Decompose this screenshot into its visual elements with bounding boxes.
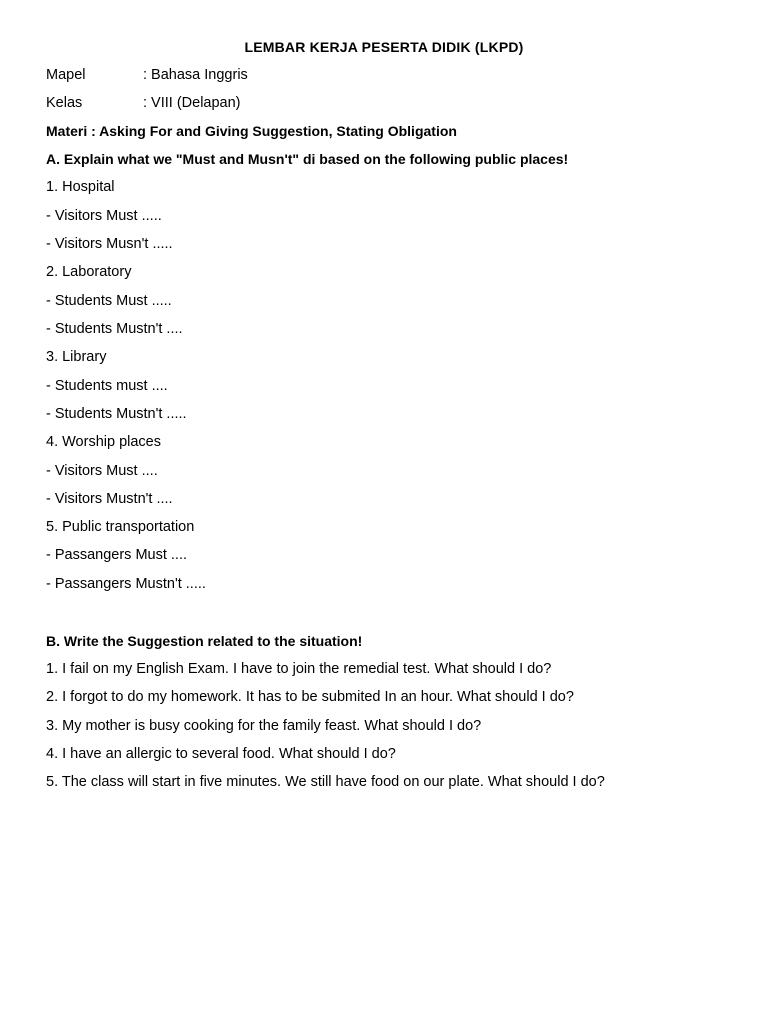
info-row-mapel bbox=[46, 66, 248, 84]
section-a-line: 4. Worship places bbox=[46, 434, 161, 450]
section-a-line: 3. Library bbox=[46, 349, 107, 365]
section-b-line: 4. I have an allergic to several food. What should I do? bbox=[46, 746, 396, 762]
section-b-line: 2. I forgot to do my homework. It has to be submited In an hour. What should I do? bbox=[46, 689, 574, 705]
section-a-line: - Students Must ..... bbox=[46, 293, 172, 309]
section-a-line: - Visitors Mustn't .... bbox=[46, 491, 173, 507]
section-b-line: 1. I fail on my English Exam. I have to join the remedial test. What should I do? bbox=[46, 661, 552, 677]
section-a-line: - Visitors Must .... bbox=[46, 463, 158, 479]
section-a-line: - Visitors Must ..... bbox=[46, 208, 162, 224]
section-a-line: - Students Mustn't .... bbox=[46, 321, 183, 337]
info-label: Kelas bbox=[46, 95, 83, 111]
section-a-line: - Passangers Must .... bbox=[46, 547, 188, 563]
info-value: : Bahasa Inggris bbox=[143, 67, 248, 83]
materi-heading: Materi : Asking For and Giving Suggestion, Stating Obligation bbox=[46, 123, 457, 139]
section-a-line: - Passangers Mustn't ..... bbox=[46, 576, 206, 592]
info-label: Mapel bbox=[46, 67, 86, 83]
section-a-line: - Students Mustn't ..... bbox=[46, 406, 187, 422]
info-value: : VIII (Delapan) bbox=[143, 95, 241, 111]
section-a-line: 1. Hospital bbox=[46, 179, 115, 195]
section-a-line: - Students must .... bbox=[46, 378, 168, 394]
section-b-line: 3. My mother is busy cooking for the family feast. What should I do? bbox=[46, 718, 482, 734]
page-title: LEMBAR KERJA PESERTA DIDIK (LKPD) bbox=[244, 39, 524, 55]
section-b-heading: B. Write the Suggestion related to the situation! bbox=[46, 633, 363, 649]
section-a-heading: A. Explain what we "Must and Musn't" di based on the following public places! bbox=[46, 151, 569, 167]
section-b-line: 5. The class will start in five minutes. We still have food on our plate. What should I do? bbox=[46, 774, 605, 790]
section-a-line: 2. Laboratory bbox=[46, 264, 132, 280]
info-row-kelas bbox=[46, 94, 241, 112]
section-a-line: 5. Public transportation bbox=[46, 519, 195, 535]
section-a-line: - Visitors Musn't ..... bbox=[46, 236, 173, 252]
